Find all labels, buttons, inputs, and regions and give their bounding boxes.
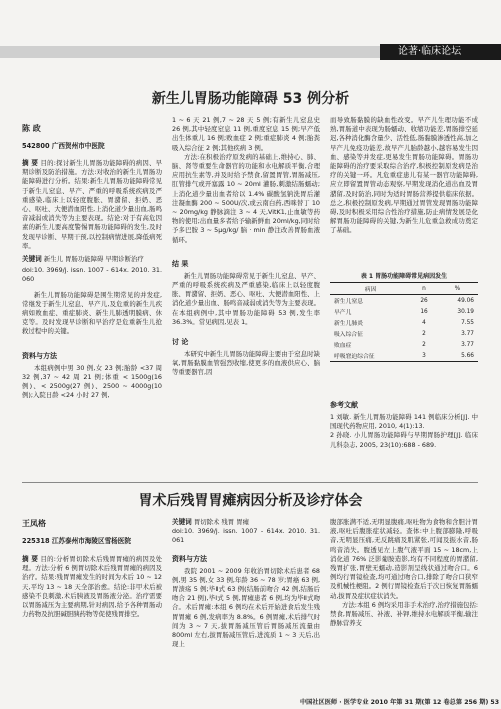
keywords-label: 关键词 — [22, 255, 42, 264]
table-cell: 7.55 — [461, 319, 474, 326]
table-cell: 呼吸窘迫综合征 — [334, 354, 375, 360]
article2-middle-column — [172, 518, 320, 649]
article1-results-title: 结 果 — [172, 259, 189, 268]
table-row — [330, 317, 478, 328]
article1-col2-p1: 1 ~ 6 天 21 例,7 ~ 28 天 5 例;有新生儿窒息史 26 例,其中轻度窒息 11 例,重度窒息 15 例;早产低出生体重儿 16 例;败血症 2 例;重症肺炎 4 例;胎粪吸入综合征 2 例;其他疾病 3 例。 — [172, 116, 320, 152]
article1-references — [330, 400, 478, 450]
table-cell: 新生儿肺炎 — [334, 321, 363, 327]
article1-intro: 新生儿胃肠功能障碍是围生期常见的并发症,常继发于新生儿窒息、早产儿,及危重的新生儿疾病如败血症、重症肺炎、新生儿肺透明膜病、休克等。及时发现早诊断和早治疗是危重新生儿抢救过程中的关键。 — [22, 290, 162, 336]
keywords-text: 胃切除术 残胃 胃瘫 — [193, 518, 250, 526]
abstract-label: 摘 要 — [22, 159, 39, 167]
table-cell: 新生儿窒息 — [334, 299, 363, 305]
article2-keywords — [172, 518, 320, 527]
table-row — [330, 328, 478, 339]
article2-abstract — [22, 555, 162, 619]
article1-discussion-title: 讨 论 — [172, 338, 189, 347]
article1-title: 新生儿胃肠功能障碍 53 例分析 — [151, 91, 350, 107]
article-divider — [22, 482, 478, 483]
article2-method: 方法:本组 6 例均采用非手术治疗,治疗措施包括:禁食,胃肠减压、补液、补钾,维持水电解质平衡,输注静脉营养支 — [330, 600, 478, 628]
article1-author: 陈 政 — [22, 124, 41, 133]
header-grey-stripe — [0, 46, 380, 58]
article1-abstract — [22, 159, 162, 251]
article1-results: 新生儿胃肠功能障碍常见于新生儿窒息、早产、严重的呼吸系统疾病及严重感染,临床上以轻度腹胀、胃潴留、拒奶、恶心、呕吐、大便潜血阳性、上消化道少量出血、肠鸣音减弱或消失等为主要表现。在本组病例中,其中胃肠功能障碍 53 例,发生率 36.3%。常见病因,见表 1。 — [172, 271, 320, 326]
article1-left-column — [22, 123, 162, 400]
abstract-text: 目的:分析胃切除术后残胃胃瘫的病因及处理。方法:分析 6 例胃切除术后残胃胃瘫的病因及治疗。结果:残胃胃瘫发生的时间为术后 10 ~ 12 天,平均 13 ~ 18 天全部治愈。结论:非甲术后被感染不良刺激,术后胰液及胃肠液分泌。治疗需要以胃肠减压为主要病期,针对病因,给予各种胃肠动力药物及抗胆碱胆胰药物等促使残胃排空。 — [22, 555, 163, 619]
table-1 — [330, 271, 478, 362]
abstract-text: 目的:探讨新生儿胃肠功能障碍的病因、早期诊断及防治措施。方法:对收治的新生儿胃肠功能障碍进行分析。结果:新生儿胃肠功能障碍常见于新生儿窒息、早产、严重的呼吸系统疾病及严重感染,临床上以轻度腹胀、胃潴留、拒奶、恶心、呕吐、大便潜血阳性,上消化道少量出血,肠鸣音减弱或消失等为主要表现。结论:对于有高危因素的新生儿要高度警惕胃肠功能障碍的发生,及时发现早诊断、早期干预,以控制病情进展,降低病死率。 — [22, 159, 163, 250]
article2-doi: doi:10. 3969/j. issn. 1007 - 614x. 2010. 31. 061 — [172, 527, 320, 545]
article1-col3-p1: 而导致肠黏膜的缺血性改变。早产儿生理功能不成熟,胃肠道中表现为肠蠕动、收缩功能差,胃肠排空延迟,各种消化酶含量少、活性低,肠黏膜渗透性高,加之早产儿免疫功能差,故早产儿胎龄越小,越容易发生因血、感染等并发症,更易发生胃肠功能障碍。胃肠功能障碍的治疗要采取综合治疗,积极控制原发病是治疗的关键一环。凡危重症患儿有某一器官功能障碍,应立即留置胃管动态观察,早期发现消化道出血及胃潴留,及时防治,同时为适时胃肠营养提供临床依据。总之,积极控制原发病,早期通过胃管发现胃肠功能障碍,及时积极采用综合性治疗措施,防止病情发展是化解胃肠功能障碍的关键,为新生儿危重急救成功奠定了基础。 — [330, 116, 478, 235]
article2-right-column — [330, 518, 478, 628]
article2-col3: 腹部胀满不适,无明显腹痛,呕吐物为食物和含胆汁胃液,呕吐后腹胀症状减轻。查体:中上腹部膨隆,呼吸音,无明显压痛,无反跳痛及肌紧张,可闻及振水音,肠鸣音消失。腹透见左上腹气液平面 15 ~ 18cm,上消化道 76% 泛影葡胺造影,均有不同程度的胃潴留,残胃扩张,胃壁无蠕动,造影剂呈线状通过吻合口。6 例均行胃镜检查,均可通过吻合口,排除了吻合口狭窄及机械性梗阻。2 例行胃镜检查后于次日恢复胃肠蠕动,拔胃及症状症状消失。 — [330, 518, 478, 600]
table-header-cause: 病因 — [330, 283, 411, 295]
article1-col2-p2: 方法:在积极治疗原发病的基础上,维持心、肺、脑、肾等重要生命器官的功能和水电解质平衡,合理应用抗生素等,并及时给予禁食,留置胃管,胃肠减压,肛管排气或开塞露 10 ~ 20ml 灌肠,刺激结肠蠕动;上消化道少量出血者给以 1.4% 碳酸氢钠洗胃后灌注凝血酶 200 ~ 500U/次,或云南白药,西咪替丁 10 ~ 20mg/kg 静脉滴注 3 ~ 4 天,VitK1,止血敏等药物的使用;出血量多者给予输新鲜血 20ml/kg,同时给予多巴胺 3 ~ 5μg/kg/ 脑 · min 静注改善胃肠血液循环。 — [172, 152, 320, 244]
page-footer: 中国社区医师 · 医学专业 2010 年第 31 期(第 12 卷总第 256 期) 53 — [300, 699, 500, 706]
table-cell: 49.06 — [457, 297, 474, 304]
article2-materials: 我院 2001 ~ 2009 年收治胃切除术后患者 68 例,男 35 例,女 33 例,年龄 36 ~ 78 岁;胃癌 63 例,胃溃疡 5 例;毕Ⅱ式 63 例(结肠前吻合 42 例,结肠后吻合 21 例),毕Ⅰ式 5 例,胃瘫患者 6 例,均为毕Ⅱ式吻合。术后胃瘫:本组 6 例均在术后开始进食后发生残胃胃瘫 6 例,发病率为 8.8%。6 例胃瘫,术后排气时间为 3 ~ 7 天,拔胃肠减压管后胃肠减压流量由 800ml 左右,拔胃肠减压管后,进流质 1 ~ 3 天后,出现上 — [172, 566, 320, 649]
article1-materials: 本组病例中男 30 例,女 23 例;胎龄 <37 周 32 例,37 ~ 42 周 21 例;体重 < 1500g(16 例)、< 2500g(27 例)、2500 ~ 4000g(10 例);入院日龄 <24 小时 27 例, — [22, 363, 162, 400]
ref-item: 1 刘敏. 新生儿胃肠功能障碍 141 例临床分析[J]. 中国现代药物应用, 2010, 4(1):13. — [330, 413, 478, 431]
table-row — [330, 339, 478, 350]
article2-affiliation: 225318 江苏泰州市海陵区雪杨医院 — [22, 537, 131, 545]
table-cell: 4 — [422, 319, 426, 326]
table-cell: 3.77 — [461, 341, 474, 348]
table-row — [330, 350, 478, 362]
keywords-label: 关键词 — [172, 518, 192, 526]
article2-materials-title: 资料与方法 — [172, 554, 207, 563]
article1-keywords — [22, 255, 162, 264]
keywords-text: 新生儿 胃肠功能障碍 早期诊断治疗 — [43, 255, 144, 264]
article1-materials-title: 资料与方法 — [22, 351, 57, 360]
table-header-n: n — [411, 283, 437, 295]
table-header-pct: % — [437, 283, 478, 295]
ref-item: 2 孙晓. 小儿胃肠功能障碍与早期胃肠护理[J]. 临床儿科杂志, 2005, 23(10):688 - 689. — [330, 431, 478, 449]
article2-author: 王凤格 — [22, 519, 46, 528]
table-row — [330, 295, 478, 307]
table-row — [330, 306, 478, 317]
table-cell: 5.66 — [461, 352, 474, 359]
table-cell: 败血症 — [334, 343, 352, 349]
table-cell: 16 — [420, 308, 428, 315]
table-caption: 表 1 胃肠功能障碍常见病因发生 — [360, 273, 448, 280]
refs-title: 参考文献 — [330, 401, 358, 409]
table-cell: 30.19 — [457, 308, 474, 315]
article1-middle-column — [172, 116, 320, 378]
article2-title: 胃术后残胃胃瘫病因分析及诊疗体会 — [138, 493, 363, 509]
article1-doi: doi:10. 3969/j. issn. 1007 - 614x. 2010. 31. 060 — [22, 266, 162, 284]
table-cell: 26 — [420, 297, 428, 304]
table-cell: 2 — [422, 330, 426, 337]
table-cell: 早产儿 — [334, 310, 352, 316]
table-cell: 2 — [422, 341, 426, 348]
article1-affiliation: 542800 广西贺州市中医院 — [22, 142, 105, 150]
section-label: 论著·临床论坛 — [380, 44, 501, 60]
article1-right-column — [330, 116, 478, 236]
table-cell: 吸入综合征 — [334, 332, 363, 338]
abstract-label: 摘 要 — [22, 555, 39, 563]
header-bar — [0, 0, 501, 62]
table-cell: 3.77 — [461, 330, 474, 337]
article2-left-column — [22, 518, 162, 619]
causes-table — [330, 282, 478, 362]
table-cell: 3 — [422, 352, 426, 359]
article1-discussion: 本研究中新生儿胃肠功能障碍主要由于窒息时缺氧,胃肠黏膜血管强烈收缩,使更多的血液供应心、脑等重要器官,因 — [172, 350, 320, 377]
